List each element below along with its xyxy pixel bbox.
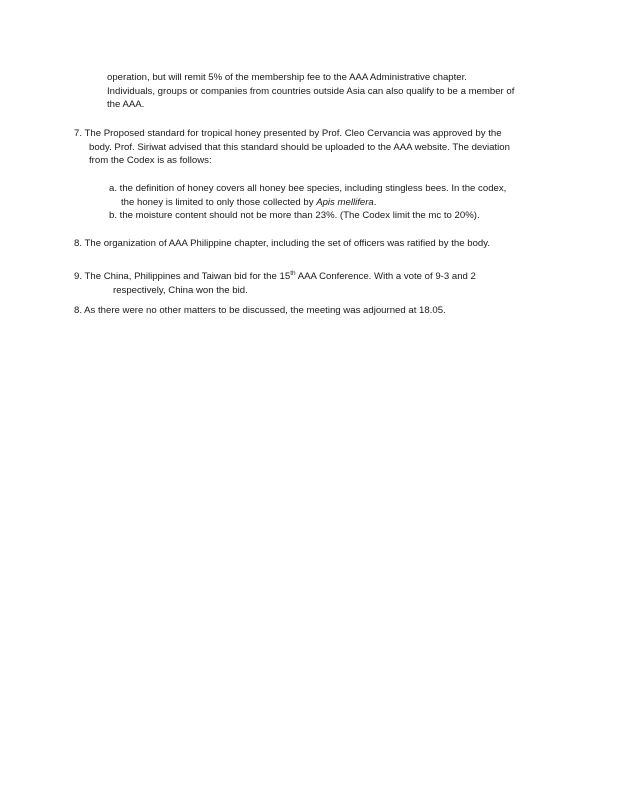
item-9-line-1 — [74, 270, 476, 284]
item-8-adjourned-text: 8. As there were no other matters to be discussed, the meeting was adjourned at 18.05. — [74, 305, 446, 316]
sub-item-b: b. the moisture content should not be more than 23%. (The Codex limit the mc to 20%). — [109, 210, 480, 222]
item-7-sublist — [109, 182, 506, 223]
item-8-organization — [74, 237, 490, 251]
sub-item-a-text: the honey is limited to only those collected by — [121, 196, 317, 208]
item-7-line-3: from the Codex is as follows: — [89, 155, 212, 167]
item-7 — [74, 127, 510, 168]
ordinal-suffix: th — [290, 270, 296, 277]
sub-item-a-line-1: a. the definition of honey covers all honey bee species, including stingless bees. In the codex, — [109, 183, 507, 194]
item-7-line-1: 7. The Proposed standard for tropical honey presented by Prof. Cleo Cervancia was approved by the — [74, 128, 502, 139]
species-name: Apis mellifera — [316, 196, 374, 208]
item-9-line-1-rest: AAA Conference. With a vote of 9-3 and 2 — [295, 271, 476, 282]
sub-item-a-period: . — [373, 196, 377, 208]
continuation-paragraph — [107, 71, 514, 112]
item-9 — [74, 270, 476, 297]
sub-item-a-line-2 — [109, 196, 506, 210]
item-8-organization-text: 8. The organization of AAA Philippine chapter, including the set of officers was ratified by the body. — [74, 238, 490, 249]
item-7-line-2: body. Prof. Siriwat advised that this standard should be uploaded to the AAA website. The deviation — [89, 141, 510, 153]
continuation-line-3: the AAA. — [107, 99, 145, 111]
item-9-line-1-text: 9. The China, Philippines and Taiwan bid for the 15 — [74, 271, 291, 282]
item-8-adjourned — [74, 304, 446, 318]
continuation-line-1: operation, but will remit 5% of the membership fee to the AAA Administrative chapter. — [107, 72, 467, 83]
continuation-line-2: Individuals, groups or companies from countries outside Asia can also qualify to be a member of — [107, 85, 515, 97]
item-9-line-2: respectively, China won the bid. — [113, 284, 248, 296]
